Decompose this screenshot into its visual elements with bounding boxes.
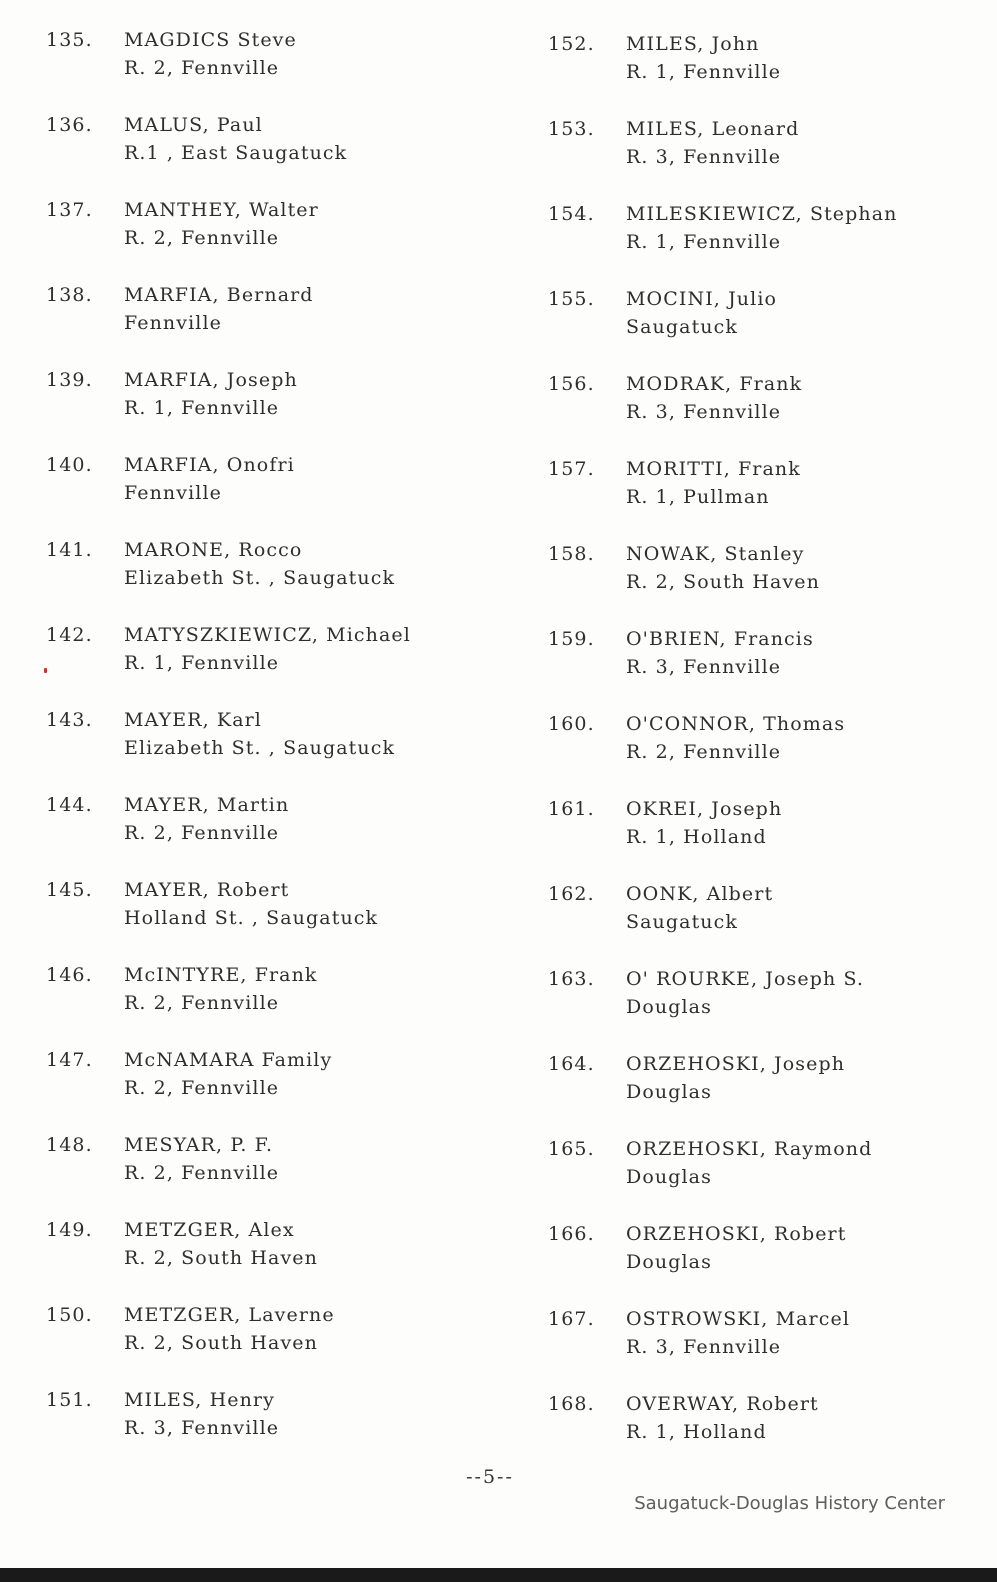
list-entry <box>548 1135 968 1220</box>
entry-address: Saugatuck <box>626 316 738 338</box>
left-column <box>46 26 486 1471</box>
list-entry <box>548 1220 968 1305</box>
entry-name: MAGDICS Steve <box>124 29 297 51</box>
watermark: Saugatuck-Douglas History Center <box>634 1493 945 1514</box>
entry-address: R. 3, Fennville <box>626 146 782 168</box>
entry-name: MAYER, Robert <box>124 879 290 901</box>
entry-number: 149. <box>46 1219 93 1241</box>
entry-address: R. 2, South Haven <box>124 1247 318 1269</box>
entry-name: MESYAR, P. F. <box>124 1134 274 1156</box>
entry-number: 145. <box>46 879 93 901</box>
entry-address: R. 1, Fennville <box>124 397 280 419</box>
entry-name: O'BRIEN, Francis <box>626 628 814 650</box>
entry-name: MILES, Leonard <box>626 118 800 140</box>
entry-name: OONK, Albert <box>626 883 774 905</box>
entry-name: MARFIA, Bernard <box>124 284 314 306</box>
entry-name: MARFIA, Onofri <box>124 454 295 476</box>
entry-address: Holland St. , Saugatuck <box>124 907 379 929</box>
entry-number: 163. <box>548 968 595 990</box>
entry-name: McINTYRE, Frank <box>124 964 318 986</box>
list-entry <box>548 1390 968 1475</box>
entry-address: R. 3, Fennville <box>626 656 782 678</box>
entry-name: MILESKIEWICZ, Stephan <box>626 203 898 225</box>
entry-number: 165. <box>548 1138 595 1160</box>
list-entry <box>548 30 968 115</box>
page-number: --5-- <box>466 1466 514 1488</box>
entry-name: ORZEHOSKI, Robert <box>626 1223 847 1245</box>
entry-address: R. 2, Fennville <box>124 227 280 249</box>
entry-number: 146. <box>46 964 93 986</box>
list-entry <box>46 196 486 281</box>
list-entry <box>548 1305 968 1390</box>
list-entry <box>46 1386 486 1471</box>
list-entry <box>548 1050 968 1135</box>
list-entry <box>548 285 968 370</box>
entry-number: 152. <box>548 33 595 55</box>
entry-name: MANTHEY, Walter <box>124 199 319 221</box>
entry-name: MALUS, Paul <box>124 114 263 136</box>
entry-address: Elizabeth St. , Saugatuck <box>124 737 396 759</box>
entry-name: MARONE, Rocco <box>124 539 303 561</box>
entry-address: R. 2, Fennville <box>626 741 782 763</box>
entry-address: R. 3, Fennville <box>124 1417 280 1439</box>
list-entry <box>46 621 486 706</box>
entry-name: OKREI, Joseph <box>626 798 783 820</box>
right-column <box>548 26 968 1471</box>
entry-name: MILES, John <box>626 33 760 55</box>
entry-name: METZGER, Alex <box>124 1219 295 1241</box>
entry-name: MILES, Henry <box>124 1389 275 1411</box>
entry-number: 137. <box>46 199 93 221</box>
entry-number: 143. <box>46 709 93 731</box>
entry-number: 135. <box>46 29 93 51</box>
entry-number: 153. <box>548 118 595 140</box>
entry-address: R. 1, Fennville <box>626 231 782 253</box>
list-entry <box>548 625 968 710</box>
entry-address: R. 2, Fennville <box>124 1162 280 1184</box>
list-entry <box>548 880 968 965</box>
list-entry <box>46 26 486 111</box>
entry-number: 162. <box>548 883 595 905</box>
entry-name: MAYER, Karl <box>124 709 262 731</box>
list-entry <box>46 706 486 791</box>
entry-number: 157. <box>548 458 595 480</box>
list-entry <box>548 115 968 200</box>
list-entry <box>46 451 486 536</box>
entry-name: ORZEHOSKI, Joseph <box>626 1053 846 1075</box>
entry-number: 164. <box>548 1053 595 1075</box>
entry-address: Douglas <box>626 1081 712 1103</box>
entry-address: Douglas <box>626 996 712 1018</box>
entry-name: OSTROWSKI, Marcel <box>626 1308 850 1330</box>
entry-name: MARFIA, Joseph <box>124 369 298 391</box>
entry-address: Douglas <box>626 1166 712 1188</box>
entry-number: 147. <box>46 1049 93 1071</box>
entry-address: R. 2, Fennville <box>124 992 280 1014</box>
entry-number: 156. <box>548 373 595 395</box>
list-entry <box>548 200 968 285</box>
entry-number: 167. <box>548 1308 595 1330</box>
entry-address: Fennville <box>124 482 222 504</box>
list-entry <box>46 1131 486 1216</box>
entry-number: 166. <box>548 1223 595 1245</box>
list-entry <box>548 965 968 1050</box>
entry-number: 148. <box>46 1134 93 1156</box>
entry-number: 150. <box>46 1304 93 1326</box>
entry-address: R. 1, Fennville <box>626 61 782 83</box>
entry-address: R. 2, South Haven <box>124 1332 318 1354</box>
list-entry <box>548 455 968 540</box>
list-entry <box>46 111 486 196</box>
entry-address: R. 1, Holland <box>626 1421 767 1443</box>
entry-number: 138. <box>46 284 93 306</box>
entry-name: McNAMARA Family <box>124 1049 333 1071</box>
entry-name: OVERWAY, Robert <box>626 1393 819 1415</box>
entry-address: R. 1, Holland <box>626 826 767 848</box>
list-entry <box>46 281 486 366</box>
entry-address: R.1 , East Saugatuck <box>124 142 348 164</box>
ink-speck <box>44 668 47 673</box>
entry-name: MOCINI, Julio <box>626 288 778 310</box>
entry-name: MATYSZKIEWICZ, Michael <box>124 624 411 646</box>
entry-name: O'CONNOR, Thomas <box>626 713 846 735</box>
list-entry <box>46 536 486 621</box>
entry-address: Fennville <box>124 312 222 334</box>
entry-number: 155. <box>548 288 595 310</box>
entry-number: 158. <box>548 543 595 565</box>
entry-number: 159. <box>548 628 595 650</box>
entry-address: Douglas <box>626 1251 712 1273</box>
entry-address: R. 2, Fennville <box>124 57 280 79</box>
list-entry <box>46 1216 486 1301</box>
entry-number: 160. <box>548 713 595 735</box>
entry-number: 142. <box>46 624 93 646</box>
entry-address: R. 2, South Haven <box>626 571 820 593</box>
list-entry <box>46 961 486 1046</box>
list-entry <box>46 1301 486 1386</box>
list-entry <box>46 876 486 961</box>
list-entry <box>548 710 968 795</box>
entry-number: 141. <box>46 539 93 561</box>
entry-number: 154. <box>548 203 595 225</box>
entry-name: MORITTI, Frank <box>626 458 801 480</box>
entry-number: 139. <box>46 369 93 391</box>
list-entry <box>548 795 968 880</box>
list-entry <box>548 370 968 455</box>
entry-name: METZGER, Laverne <box>124 1304 335 1326</box>
list-entry <box>548 540 968 625</box>
entry-name: O' ROURKE, Joseph S. <box>626 968 865 990</box>
entry-number: 151. <box>46 1389 93 1411</box>
entry-address: Saugatuck <box>626 911 738 933</box>
entry-address: Elizabeth St. , Saugatuck <box>124 567 396 589</box>
entry-address: R. 3, Fennville <box>626 401 782 423</box>
bottom-border <box>0 1568 997 1582</box>
list-entry <box>46 791 486 876</box>
entry-name: NOWAK, Stanley <box>626 543 805 565</box>
entry-address: R. 1, Pullman <box>626 486 770 508</box>
entry-name: ORZEHOSKI, Raymond <box>626 1138 873 1160</box>
entry-name: MODRAK, Frank <box>626 373 803 395</box>
entry-address: R. 3, Fennville <box>626 1336 782 1358</box>
entry-number: 161. <box>548 798 595 820</box>
entry-number: 144. <box>46 794 93 816</box>
entry-address: R. 2, Fennville <box>124 1077 280 1099</box>
list-entry <box>46 366 486 451</box>
entry-address: R. 2, Fennville <box>124 822 280 844</box>
entry-name: MAYER, Martin <box>124 794 290 816</box>
list-entry <box>46 1046 486 1131</box>
entry-address: R. 1, Fennville <box>124 652 280 674</box>
entry-number: 136. <box>46 114 93 136</box>
entry-number: 168. <box>548 1393 595 1415</box>
entry-number: 140. <box>46 454 93 476</box>
